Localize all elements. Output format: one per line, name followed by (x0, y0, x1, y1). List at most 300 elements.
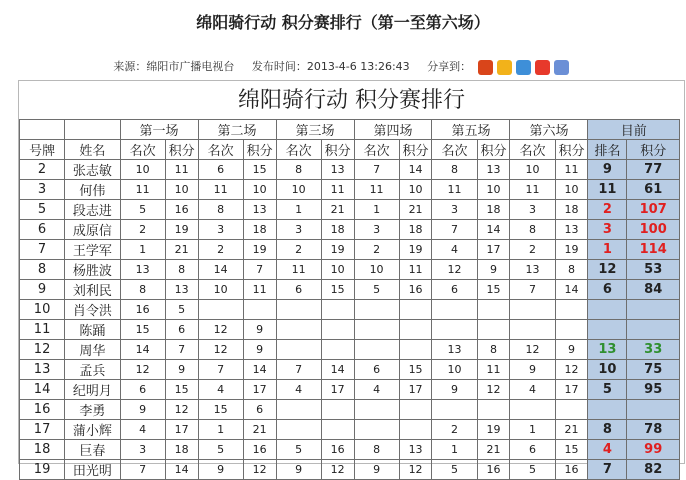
current-points: 77 (627, 160, 680, 180)
points-header: 积分 (321, 140, 354, 160)
round-points: 21 (321, 200, 354, 220)
player-number: 17 (20, 420, 65, 440)
round-rank: 2 (510, 240, 555, 260)
table-row (20, 160, 680, 180)
round-points (477, 400, 510, 420)
round-rank (276, 420, 321, 440)
round-points: 17 (321, 380, 354, 400)
round-rank: 2 (276, 240, 321, 260)
round-rank: 4 (510, 380, 555, 400)
round-points: 16 (243, 440, 276, 460)
player-number: 5 (20, 200, 65, 220)
round-points (399, 340, 432, 360)
round-points (399, 320, 432, 340)
points-header: 积分 (477, 140, 510, 160)
article-meta (0, 58, 686, 75)
current-points: 82 (627, 460, 680, 480)
round-points: 10 (399, 180, 432, 200)
round-points: 9 (243, 340, 276, 360)
round-points: 14 (165, 460, 198, 480)
round-rank: 7 (510, 280, 555, 300)
round-points (321, 420, 354, 440)
current-points: 33 (627, 340, 680, 360)
round-rank: 14 (198, 260, 243, 280)
share-icon-2[interactable] (497, 60, 512, 75)
player-name: 孟兵 (65, 360, 120, 380)
round-points: 14 (321, 360, 354, 380)
round-points: 14 (243, 360, 276, 380)
current-points (627, 320, 680, 340)
round-rank: 4 (432, 240, 477, 260)
player-number: 3 (20, 180, 65, 200)
round-points: 19 (555, 240, 588, 260)
round-points (243, 300, 276, 320)
rank-header: 名次 (120, 140, 165, 160)
round-points: 21 (165, 240, 198, 260)
round-points: 19 (399, 240, 432, 260)
article-time: 发布时间：2013-4-6 13:26:43 (251, 60, 410, 73)
round-rank: 5 (120, 200, 165, 220)
table-row (20, 200, 680, 220)
round-points: 17 (243, 380, 276, 400)
round-points: 15 (243, 160, 276, 180)
round-6-header: 第六场 (510, 120, 588, 140)
round-rank: 11 (198, 180, 243, 200)
rank-header: 名次 (432, 140, 477, 160)
round-rank: 1 (120, 240, 165, 260)
player-number: 6 (20, 220, 65, 240)
round-rank: 5 (198, 440, 243, 460)
table-row (20, 460, 680, 480)
round-rank (354, 340, 399, 360)
player-name: 周华 (65, 340, 120, 360)
player-name: 段志进 (65, 200, 120, 220)
current-rank: 1 (588, 240, 627, 260)
player-name: 肖令洪 (65, 300, 120, 320)
round-rank: 12 (432, 260, 477, 280)
table-row (20, 360, 680, 380)
round-rank: 10 (354, 260, 399, 280)
round-points: 11 (399, 260, 432, 280)
round-rank: 15 (198, 400, 243, 420)
round-rank: 9 (198, 460, 243, 480)
player-number: 8 (20, 260, 65, 280)
round-points: 12 (477, 380, 510, 400)
round-rank (510, 320, 555, 340)
current-rank (588, 320, 627, 340)
round-rank: 12 (198, 340, 243, 360)
round-rank (432, 300, 477, 320)
player-name: 刘利民 (65, 280, 120, 300)
round-points: 13 (165, 280, 198, 300)
round-points (555, 320, 588, 340)
player-number: 14 (20, 380, 65, 400)
current-rank: 12 (588, 260, 627, 280)
share-icon-4[interactable] (535, 60, 550, 75)
round-rank (354, 400, 399, 420)
round-points: 21 (243, 420, 276, 440)
round-rank: 10 (276, 180, 321, 200)
round-points: 18 (555, 200, 588, 220)
round-points: 7 (165, 340, 198, 360)
rank-header: 名次 (198, 140, 243, 160)
round-points: 15 (477, 280, 510, 300)
current-rank: 13 (588, 340, 627, 360)
round-points: 13 (321, 160, 354, 180)
current-points (627, 300, 680, 320)
player-name: 田光明 (65, 460, 120, 480)
round-rank (276, 340, 321, 360)
round-points: 10 (243, 180, 276, 200)
current-points-header: 积分 (627, 140, 680, 160)
round-points: 21 (399, 200, 432, 220)
player-name: 巨春 (65, 440, 120, 460)
round-points: 19 (243, 240, 276, 260)
round-rank: 10 (120, 160, 165, 180)
player-number: 7 (20, 240, 65, 260)
table-row (20, 400, 680, 420)
round-points: 7 (243, 260, 276, 280)
round-rank: 3 (432, 200, 477, 220)
round-points (399, 400, 432, 420)
round-rank: 9 (276, 460, 321, 480)
round-rank: 10 (198, 280, 243, 300)
round-rank (510, 300, 555, 320)
round-rank: 2 (120, 220, 165, 240)
round-points: 11 (555, 160, 588, 180)
header-spacer (65, 120, 120, 140)
round-rank: 1 (198, 420, 243, 440)
round-points (399, 420, 432, 440)
rank-header: 名次 (510, 140, 555, 160)
table-row (20, 420, 680, 440)
round-points: 12 (165, 400, 198, 420)
table-row (20, 180, 680, 200)
round-rank: 7 (120, 460, 165, 480)
round-points: 11 (321, 180, 354, 200)
round-points: 10 (165, 180, 198, 200)
round-points: 11 (477, 360, 510, 380)
current-points: 95 (627, 380, 680, 400)
current-rank: 5 (588, 380, 627, 400)
round-rank: 6 (354, 360, 399, 380)
round-rank: 1 (354, 200, 399, 220)
header-spacer (20, 120, 65, 140)
player-number: 13 (20, 360, 65, 380)
round-points: 6 (165, 320, 198, 340)
round-points: 19 (477, 420, 510, 440)
round-rank (354, 320, 399, 340)
round-rank: 13 (120, 260, 165, 280)
player-name: 陈踊 (65, 320, 120, 340)
round-rank: 4 (198, 380, 243, 400)
round-points: 17 (165, 420, 198, 440)
round-rank: 6 (120, 380, 165, 400)
round-rank: 13 (432, 340, 477, 360)
round-rank: 6 (198, 160, 243, 180)
round-points: 12 (555, 360, 588, 380)
round-points: 11 (165, 160, 198, 180)
round-rank: 3 (120, 440, 165, 460)
round-rank: 1 (510, 420, 555, 440)
round-points: 13 (243, 200, 276, 220)
article-source: 来源：绵阳市广播电视台 (113, 60, 235, 73)
round-points: 16 (321, 440, 354, 460)
player-name: 李勇 (65, 400, 120, 420)
round-points: 6 (243, 400, 276, 420)
player-number: 11 (20, 320, 65, 340)
table-row (20, 380, 680, 400)
round-rank: 12 (198, 320, 243, 340)
current-points: 84 (627, 280, 680, 300)
player-name: 成原信 (65, 220, 120, 240)
round-rank: 3 (276, 220, 321, 240)
table-row (20, 440, 680, 460)
round-rank: 8 (198, 200, 243, 220)
current-rank: 7 (588, 460, 627, 480)
round-3-header: 第三场 (276, 120, 354, 140)
current-rank (588, 400, 627, 420)
current-points: 61 (627, 180, 680, 200)
table-row (20, 320, 680, 340)
player-name: 何伟 (65, 180, 120, 200)
round-rank: 11 (276, 260, 321, 280)
round-points (477, 300, 510, 320)
player-number: 2 (20, 160, 65, 180)
round-rank (510, 400, 555, 420)
share-icon-3[interactable] (516, 60, 531, 75)
round-points: 13 (477, 160, 510, 180)
round-rank: 2 (354, 240, 399, 260)
player-number: 16 (20, 400, 65, 420)
round-points (321, 320, 354, 340)
round-points: 12 (321, 460, 354, 480)
ranking-table (19, 119, 680, 480)
table-row (20, 240, 680, 260)
round-rank: 3 (510, 200, 555, 220)
round-points: 18 (321, 220, 354, 240)
round-points: 18 (477, 200, 510, 220)
table-row (20, 300, 680, 320)
current-rank: 3 (588, 220, 627, 240)
round-rank: 8 (432, 160, 477, 180)
round-rank: 3 (198, 220, 243, 240)
round-rank: 7 (198, 360, 243, 380)
round-rank: 11 (120, 180, 165, 200)
round-points: 9 (243, 320, 276, 340)
round-rank: 4 (120, 420, 165, 440)
round-points: 16 (165, 200, 198, 220)
round-points: 12 (399, 460, 432, 480)
player-name: 王学军 (65, 240, 120, 260)
round-rank: 8 (510, 220, 555, 240)
round-rank: 9 (354, 460, 399, 480)
round-rank: 8 (276, 160, 321, 180)
round-rank: 4 (276, 380, 321, 400)
round-points: 18 (243, 220, 276, 240)
round-rank: 2 (198, 240, 243, 260)
round-rank (354, 420, 399, 440)
round-rank: 10 (432, 360, 477, 380)
round-points (477, 320, 510, 340)
round-rank (276, 400, 321, 420)
round-rank: 8 (354, 440, 399, 460)
round-points: 21 (555, 420, 588, 440)
round-points: 10 (555, 180, 588, 200)
player-name: 张志敏 (65, 160, 120, 180)
round-points: 18 (165, 440, 198, 460)
round-rank: 11 (432, 180, 477, 200)
round-points: 15 (321, 280, 354, 300)
round-rank: 6 (510, 440, 555, 460)
round-points: 17 (555, 380, 588, 400)
round-rank: 13 (510, 260, 555, 280)
round-points: 9 (165, 360, 198, 380)
current-header: 目前 (588, 120, 680, 140)
round-rank (276, 300, 321, 320)
sheet-title: 绵阳骑行动 积分赛排行 (238, 88, 465, 113)
round-points: 19 (165, 220, 198, 240)
round-1-header: 第一场 (120, 120, 198, 140)
share-icon-1[interactable] (478, 60, 493, 75)
current-rank: 2 (588, 200, 627, 220)
round-rank: 16 (120, 300, 165, 320)
round-rank: 5 (432, 460, 477, 480)
score-sheet (18, 80, 685, 479)
player-number: 12 (20, 340, 65, 360)
points-header: 积分 (165, 140, 198, 160)
round-points (321, 300, 354, 320)
round-rank: 10 (510, 160, 555, 180)
round-rank: 8 (120, 280, 165, 300)
round-points: 18 (399, 220, 432, 240)
round-points: 14 (555, 280, 588, 300)
current-points: 53 (627, 260, 680, 280)
round-rank: 3 (354, 220, 399, 240)
round-rank: 1 (276, 200, 321, 220)
current-rank: 4 (588, 440, 627, 460)
round-points: 15 (165, 380, 198, 400)
table-body (20, 160, 680, 480)
article-title: 绵阳骑行动 积分赛排行（第一至第六场） (196, 13, 490, 32)
round-2-header: 第二场 (198, 120, 276, 140)
round-rank: 12 (120, 360, 165, 380)
round-rank (432, 320, 477, 340)
round-points: 13 (555, 220, 588, 240)
round-rank: 7 (432, 220, 477, 240)
current-rank: 11 (588, 180, 627, 200)
round-points: 10 (477, 180, 510, 200)
rank-header: 名次 (276, 140, 321, 160)
round-rank: 11 (510, 180, 555, 200)
round-points: 17 (477, 240, 510, 260)
round-rank: 9 (510, 360, 555, 380)
current-points: 107 (627, 200, 680, 220)
points-header: 积分 (399, 140, 432, 160)
round-5-header: 第五场 (432, 120, 510, 140)
round-points: 10 (321, 260, 354, 280)
current-points: 100 (627, 220, 680, 240)
round-rank: 6 (276, 280, 321, 300)
round-points: 21 (477, 440, 510, 460)
round-points (321, 340, 354, 360)
player-name: 杨胜波 (65, 260, 120, 280)
round-rank: 4 (354, 380, 399, 400)
round-rank (276, 320, 321, 340)
round-rank: 14 (120, 340, 165, 360)
round-rank: 7 (354, 160, 399, 180)
points-header: 积分 (243, 140, 276, 160)
round-rank: 7 (276, 360, 321, 380)
current-rank-header: 排名 (588, 140, 627, 160)
round-rank: 5 (354, 280, 399, 300)
round-points: 9 (555, 340, 588, 360)
round-points (321, 400, 354, 420)
round-points: 16 (399, 280, 432, 300)
round-rank: 12 (510, 340, 555, 360)
round-points (555, 400, 588, 420)
round-points: 8 (555, 260, 588, 280)
round-rank: 5 (276, 440, 321, 460)
share-label: 分享到： (427, 60, 472, 73)
current-points: 78 (627, 420, 680, 440)
current-rank (588, 300, 627, 320)
round-rank: 9 (120, 400, 165, 420)
round-points: 8 (165, 260, 198, 280)
current-rank: 10 (588, 360, 627, 380)
player-number: 9 (20, 280, 65, 300)
table-row (20, 340, 680, 360)
round-points (555, 300, 588, 320)
round-rank: 1 (432, 440, 477, 460)
current-rank: 6 (588, 280, 627, 300)
table-row (20, 220, 680, 240)
round-rank: 15 (120, 320, 165, 340)
round-points: 13 (399, 440, 432, 460)
round-rank (432, 400, 477, 420)
share-icons (478, 60, 573, 75)
current-points: 114 (627, 240, 680, 260)
current-rank: 8 (588, 420, 627, 440)
round-points: 11 (243, 280, 276, 300)
round-rank: 2 (432, 420, 477, 440)
table-row (20, 260, 680, 280)
player-number: 19 (20, 460, 65, 480)
round-rank: 6 (432, 280, 477, 300)
name-header: 姓名 (65, 140, 120, 160)
round-rank: 9 (432, 380, 477, 400)
round-rank (354, 300, 399, 320)
round-points: 15 (555, 440, 588, 460)
number-header: 号牌 (20, 140, 65, 160)
round-points: 14 (477, 220, 510, 240)
round-4-header: 第四场 (354, 120, 432, 140)
round-points: 5 (165, 300, 198, 320)
round-points (399, 300, 432, 320)
points-header: 积分 (555, 140, 588, 160)
round-points: 16 (555, 460, 588, 480)
current-points (627, 400, 680, 420)
round-points: 16 (477, 460, 510, 480)
round-rank: 11 (354, 180, 399, 200)
round-rank (198, 300, 243, 320)
table-row (20, 280, 680, 300)
round-points: 19 (321, 240, 354, 260)
current-rank: 9 (588, 160, 627, 180)
share-icon-5[interactable] (554, 60, 569, 75)
round-points: 12 (243, 460, 276, 480)
round-points: 15 (399, 360, 432, 380)
